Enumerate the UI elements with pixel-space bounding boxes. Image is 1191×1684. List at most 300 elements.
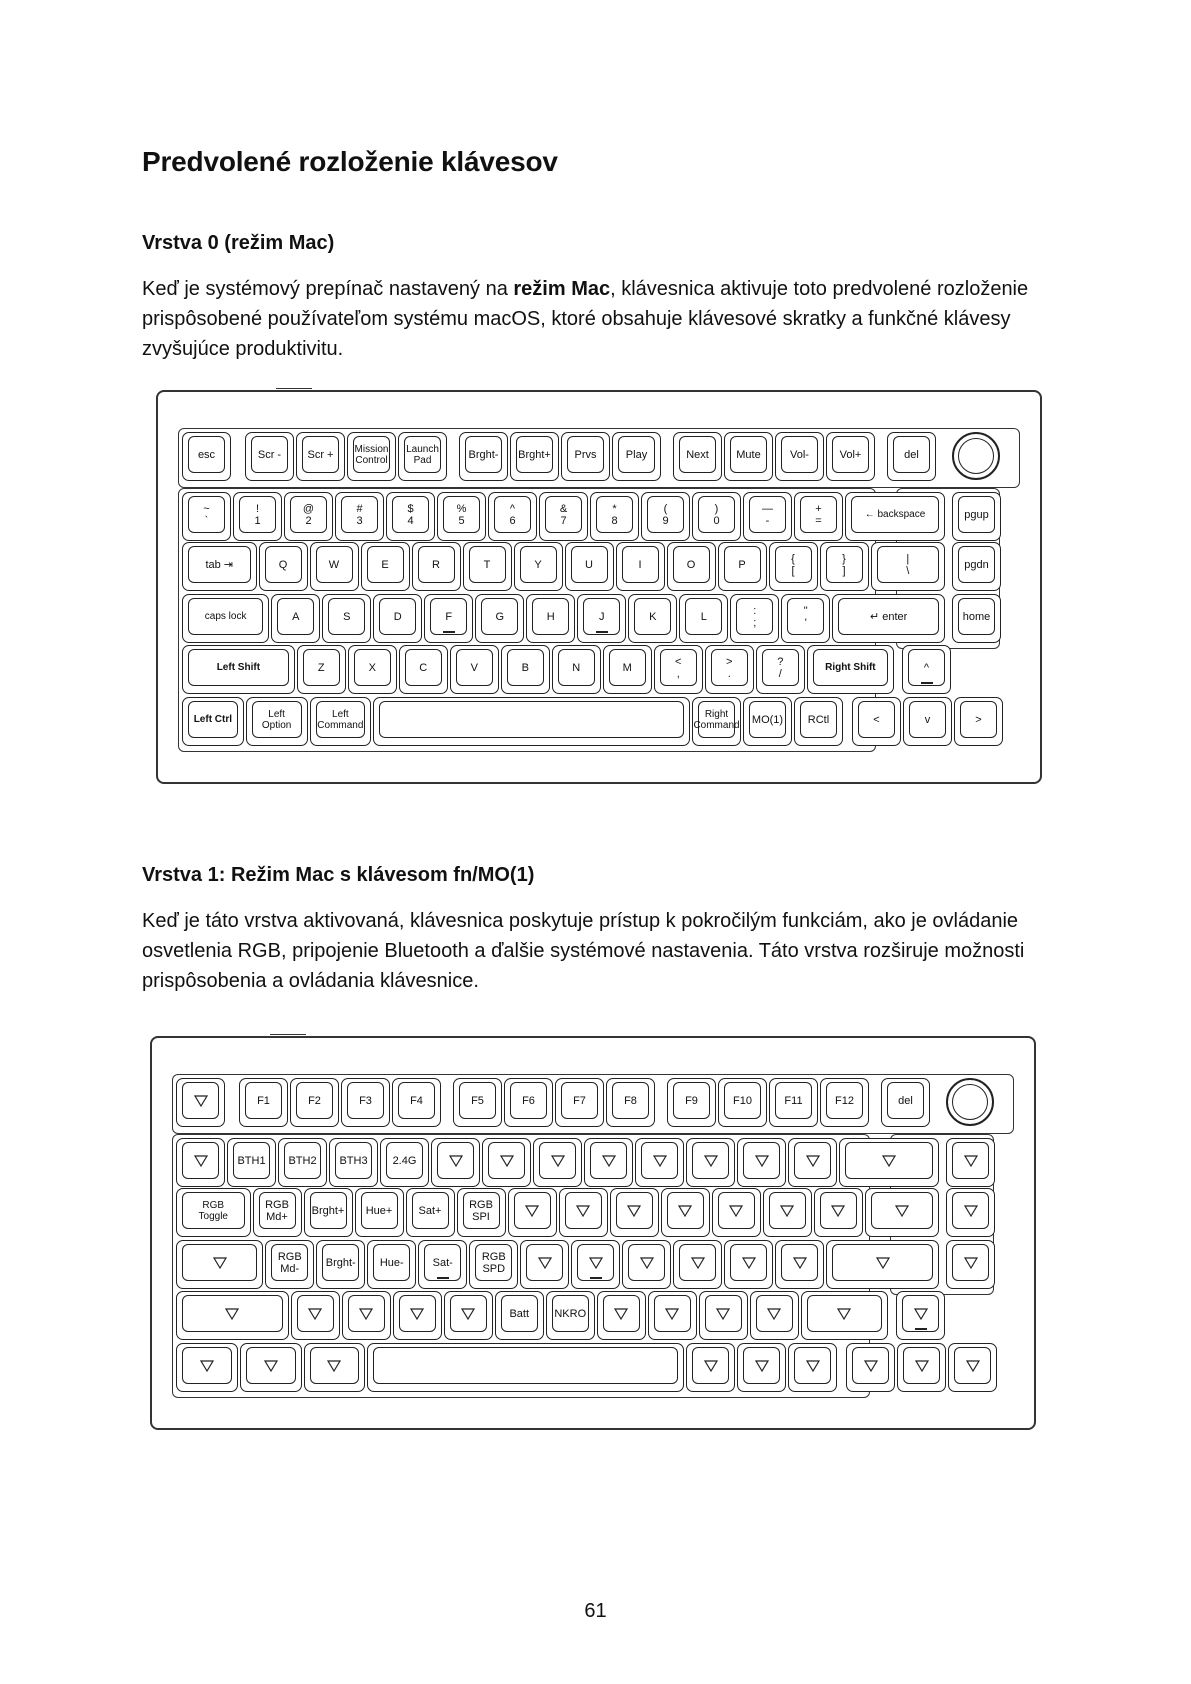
key-label: >: [975, 713, 982, 726]
key-layer0-r0-12: [826, 432, 875, 481]
key-layer1-r2-2: [304, 1188, 353, 1237]
transparent-key-icon: [589, 1257, 603, 1269]
key-label: Brght-: [468, 448, 499, 461]
key-label: Pad: [413, 454, 432, 466]
key-layer0-r3-12: [832, 594, 945, 643]
key-layer1-r4-0: [176, 1291, 289, 1340]
key-label: F11: [784, 1094, 803, 1107]
key-layer1-r2-6: [508, 1188, 557, 1237]
key-layer0-r1-12: [794, 492, 843, 541]
key-label: 2: [305, 514, 312, 527]
layer1-paragraph: [142, 906, 1062, 996]
key-label: *: [612, 502, 617, 515]
key-layer1-r4-8: [648, 1291, 697, 1340]
key-label: [: [791, 564, 795, 577]
transparent-key-icon: [691, 1257, 705, 1269]
key-layer0-r3-5: [475, 594, 524, 643]
transparent-key-icon: [755, 1360, 769, 1372]
transparent-key-icon: [915, 1360, 929, 1372]
key-layer0-r0-1: [245, 432, 294, 481]
key-label: 0: [713, 514, 720, 527]
key-layer0-r0-7: [561, 432, 610, 481]
key-layer0-r5-0: [182, 697, 244, 746]
rotary-knob: [946, 1078, 994, 1126]
key-layer1-r3-3: [367, 1240, 416, 1289]
key-layer0-r0-10: [724, 432, 773, 481]
key-label: ^: [509, 502, 516, 515]
key-layer1-r3-5: [469, 1240, 518, 1289]
key-label: NKRO: [554, 1307, 587, 1320]
key-layer1-r3-6: [520, 1240, 569, 1289]
key-layer1-r5-7: [846, 1343, 895, 1392]
key-label: ;: [753, 616, 757, 629]
key-layer1-r1-14: [946, 1138, 995, 1187]
key-label: X: [368, 661, 376, 674]
key-label: ]: [842, 564, 846, 577]
transparent-key-icon: [729, 1205, 743, 1217]
transparent-key-icon: [525, 1205, 539, 1217]
key-layer0-r4-7: [603, 645, 652, 694]
layer0-para-line-1: Keď je systémový prepínač nastavený na režim Mac, klávesnica aktivuje toto predvolené rozloženie: [142, 278, 1029, 300]
key-label: SPD: [482, 1262, 506, 1275]
key-label: ↵ enter: [869, 610, 908, 623]
key-label: 9: [662, 514, 669, 527]
key-layer0-r0-0: [182, 432, 231, 481]
key-label: Prvs: [574, 448, 597, 461]
key-label: ): [714, 502, 719, 515]
key-layer0-r2-1: [259, 542, 308, 591]
key-label: -: [765, 514, 770, 527]
transparent-key-icon: [964, 1257, 978, 1269]
key-label: |: [906, 552, 910, 565]
key-layer0-r2-10: [718, 542, 767, 591]
key-layer0-r2-9: [667, 542, 716, 591]
key-layer0-r0-2: [296, 432, 345, 481]
key-label: F: [445, 610, 453, 623]
key-label: ~: [203, 502, 210, 515]
transparent-key-icon: [627, 1205, 641, 1217]
key-label: MO(1): [751, 713, 784, 726]
key-label: 3: [356, 514, 363, 527]
transparent-key-icon: [614, 1308, 628, 1320]
homing-bump: [596, 631, 608, 633]
key-layer1-r0-12: [820, 1078, 869, 1127]
key-layer1-r5-9: [948, 1343, 997, 1392]
key-layer0-r0-5: [459, 432, 508, 481]
key-layer1-r3-10: [724, 1240, 773, 1289]
key-layer0-r2-11: [769, 542, 818, 591]
transparent-key-icon: [864, 1360, 878, 1372]
key-label: $: [407, 502, 414, 515]
layer0-heading: Vrstva 0 (režim Mac): [142, 232, 335, 254]
transparent-key-icon: [716, 1308, 730, 1320]
key-label: P: [738, 558, 746, 571]
key-label: <: [675, 655, 682, 668]
key-label: I: [638, 558, 642, 571]
key-layer1-r3-0: [176, 1240, 263, 1289]
key-label: Md+: [266, 1210, 288, 1223]
key-layer1-r5-5: [737, 1343, 786, 1392]
key-layer0-r2-13: [871, 542, 946, 591]
key-label: H: [546, 610, 555, 623]
key-label: Left Ctrl: [193, 714, 233, 725]
key-layer0-r1-6: [488, 492, 537, 541]
layer1-para-line-1: Keď je táto vrstva aktivovaná, klávesnica poskytuje prístup k pokročilým funkciám, ako je ovládanie: [142, 910, 1019, 932]
key-layer0-r1-2: [284, 492, 333, 541]
key-layer1-r3-11: [775, 1240, 824, 1289]
key-layer0-r5-7: [852, 697, 901, 746]
key-label: RGB: [265, 1198, 289, 1211]
keyboard-diagram-layer0: [156, 390, 1042, 784]
transparent-key-icon: [200, 1360, 214, 1372]
key-label: \: [906, 564, 910, 577]
key-label: F9: [685, 1094, 698, 1107]
key-label: D: [393, 610, 402, 623]
transparent-key-icon: [793, 1257, 807, 1269]
transparent-key-icon: [704, 1360, 718, 1372]
key-layer0-r3-6: [526, 594, 575, 643]
key-layer1-r0-2: [290, 1078, 339, 1127]
transparent-key-icon: [831, 1205, 845, 1217]
transparent-key-icon: [264, 1360, 278, 1372]
key-label: S: [343, 610, 351, 623]
transparent-key-icon: [742, 1257, 756, 1269]
key-layer0-r4-2: [348, 645, 397, 694]
key-layer0-r3-8: [628, 594, 677, 643]
key-layer1-r5-1: [240, 1343, 302, 1392]
transparent-key-icon: [964, 1155, 978, 1167]
transparent-key-icon: [806, 1360, 820, 1372]
key-label: RGB: [202, 1199, 225, 1211]
key-label: F4: [410, 1094, 423, 1107]
keyboard-diagram-layer1: [150, 1036, 1036, 1430]
transparent-key-icon: [665, 1308, 679, 1320]
key-label: Batt: [509, 1307, 530, 1320]
key-label: home: [962, 610, 991, 623]
key-label: ': [804, 616, 807, 629]
key-label: L: [700, 610, 707, 623]
key-layer1-r3-1: [265, 1240, 314, 1289]
transparent-key-icon: [678, 1205, 692, 1217]
key-layer1-r4-4: [444, 1291, 493, 1340]
key-label: Mute: [736, 448, 761, 461]
key-label: ?: [777, 655, 784, 668]
key-layer0-r5-1: [246, 697, 308, 746]
transparent-key-icon: [704, 1155, 718, 1167]
key-label: Scr +: [307, 448, 334, 461]
key-layer0-r2-12: [820, 542, 869, 591]
key-layer1-r1-11: [737, 1138, 786, 1187]
key-layer1-r1-12: [788, 1138, 837, 1187]
key-label: Vol-: [790, 448, 809, 461]
key-layer1-r4-7: [597, 1291, 646, 1340]
key-label: F12: [835, 1094, 854, 1107]
key-layer1-r2-3: [355, 1188, 404, 1237]
key-label: T: [483, 558, 491, 571]
key-layer0-r3-7: [577, 594, 626, 643]
key-layer0-r1-10: [692, 492, 741, 541]
key-label: >: [726, 655, 733, 668]
key-layer1-r4-1: [291, 1291, 340, 1340]
key-layer1-r0-6: [504, 1078, 553, 1127]
homing-bump: [437, 1277, 449, 1279]
key-layer0-r2-7: [565, 542, 614, 591]
key-layer1-r2-5: [457, 1188, 506, 1237]
key-label: Sat+: [418, 1204, 442, 1217]
key-label: &: [559, 502, 568, 515]
key-label: Launch: [406, 443, 439, 455]
key-layer0-r1-9: [641, 492, 690, 541]
key-layer1-r1-5: [431, 1138, 480, 1187]
transparent-key-icon: [449, 1155, 463, 1167]
key-layer1-r1-7: [533, 1138, 582, 1187]
key-layer0-r1-13: [845, 492, 945, 541]
key-label: Hue+: [365, 1204, 393, 1217]
transparent-key-icon: [327, 1360, 341, 1372]
key-layer1-r2-14: [946, 1188, 995, 1237]
key-label: @: [302, 502, 315, 515]
homing-bump: [921, 682, 933, 684]
transparent-key-icon: [461, 1308, 475, 1320]
key-layer0-r5-4: [692, 697, 741, 746]
key-layer0-r0-3: [347, 432, 396, 481]
key-label: 1: [254, 514, 261, 527]
key-layer0-r5-9: [954, 697, 1003, 746]
transparent-key-icon: [194, 1095, 208, 1107]
transparent-key-icon: [806, 1155, 820, 1167]
key-layer1-r5-3: [367, 1343, 684, 1392]
transparent-key-icon: [410, 1308, 424, 1320]
key-label: Brght-: [325, 1256, 356, 1269]
key-label: Z: [317, 661, 325, 674]
key-label: }: [842, 552, 846, 565]
transparent-key-icon: [225, 1308, 239, 1320]
transparent-key-icon: [538, 1257, 552, 1269]
key-label: :: [753, 604, 757, 617]
layer0-paragraph: [142, 274, 1062, 364]
key-layer0-r5-2: [310, 697, 372, 746]
key-layer1-r3-8: [622, 1240, 671, 1289]
key-layer0-r4-1: [297, 645, 346, 694]
key-label: F10: [733, 1094, 752, 1107]
key-layer0-r3-1: [271, 594, 320, 643]
key-layer1-r5-4: [686, 1343, 735, 1392]
layer0-para-line-2: prispôsobené používateľom systému macOS, ktoré obsahuje klávesové skratky a funkčné klávesy: [142, 308, 1011, 330]
key-layer0-r5-6: [794, 697, 843, 746]
key-label: Q: [278, 558, 288, 571]
key-label: K: [649, 610, 657, 623]
key-layer0-r1-0: [182, 492, 231, 541]
key-layer1-r2-7: [559, 1188, 608, 1237]
key-layer0-r3-13: [952, 594, 1001, 643]
transparent-key-icon: [780, 1205, 794, 1217]
key-layer0-r1-8: [590, 492, 639, 541]
key-label: F6: [522, 1094, 535, 1107]
key-label: V: [470, 661, 478, 674]
layer1-para-line-3: prispôsobenia a ovládania klávesnice.: [142, 970, 479, 992]
key-layer1-r3-7: [571, 1240, 620, 1289]
key-label: R: [432, 558, 440, 571]
key-layer0-r2-14: [952, 542, 1001, 591]
key-layer1-r2-8: [610, 1188, 659, 1237]
key-label: C: [419, 661, 428, 674]
key-label: Next: [686, 448, 709, 461]
key-layer1-r1-13: [839, 1138, 939, 1187]
key-layer0-r3-0: [182, 594, 269, 643]
key-layer1-r0-9: [667, 1078, 716, 1127]
key-label: F5: [471, 1094, 484, 1107]
key-layer1-r2-10: [712, 1188, 761, 1237]
transparent-key-icon: [576, 1205, 590, 1217]
key-layer1-r1-1: [227, 1138, 276, 1187]
key-label: F3: [359, 1094, 372, 1107]
key-layer0-r4-11: [807, 645, 894, 694]
key-layer0-r2-0: [182, 542, 257, 591]
key-label: Sat-: [432, 1256, 453, 1269]
key-layer1-r1-2: [278, 1138, 327, 1187]
key-layer1-r4-11: [801, 1291, 888, 1340]
key-layer1-r4-9: [699, 1291, 748, 1340]
key-label: RGB: [481, 1250, 506, 1263]
key-layer0-r0-4: [398, 432, 447, 481]
key-layer1-r5-8: [897, 1343, 946, 1392]
key-label: Md-: [280, 1262, 300, 1275]
key-label: v: [924, 713, 931, 726]
key-label: 4: [407, 514, 414, 527]
key-layer0-r1-11: [743, 492, 792, 541]
key-layer1-r0-7: [555, 1078, 604, 1127]
key-label: F8: [624, 1094, 637, 1107]
key-layer1-r1-8: [584, 1138, 633, 1187]
key-layer1-r2-0: [176, 1188, 251, 1237]
key-layer0-r4-5: [501, 645, 550, 694]
key-label: —: [762, 502, 773, 515]
key-layer1-r0-0: [176, 1078, 225, 1127]
key-layer1-r0-13: [881, 1078, 930, 1127]
key-label: `: [204, 514, 209, 527]
key-layer1-r5-2: [304, 1343, 366, 1392]
key-layer0-r1-14: [952, 492, 1001, 541]
key-layer0-r4-10: [756, 645, 805, 694]
key-label: RGB: [469, 1198, 493, 1211]
key-layer0-r0-6: [510, 432, 559, 481]
key-layer0-r1-5: [437, 492, 486, 541]
rotary-knob: [952, 432, 1000, 480]
key-label: N: [572, 661, 581, 674]
key-layer0-r4-6: [552, 645, 601, 694]
transparent-key-icon: [653, 1155, 667, 1167]
key-label: <: [873, 713, 880, 726]
homing-bump: [915, 1328, 927, 1330]
layer1-heading: Vrstva 1: Režim Mac s klávesom fn/MO(1): [142, 864, 535, 886]
key-label: Toggle: [198, 1210, 228, 1222]
key-label: Right: [704, 708, 729, 720]
key-label: 8: [611, 514, 618, 527]
key-layer1-r1-0: [176, 1138, 225, 1187]
key-layer0-r5-8: [903, 697, 952, 746]
transparent-key-icon: [837, 1308, 851, 1320]
key-layer0-r5-3: [373, 697, 690, 746]
key-label: F2: [308, 1094, 321, 1107]
key-label: M: [622, 661, 632, 674]
key-layer1-r1-6: [482, 1138, 531, 1187]
key-label: BTH1: [237, 1154, 266, 1167]
transparent-key-icon: [966, 1360, 980, 1372]
key-layer1-r2-11: [763, 1188, 812, 1237]
key-layer1-r2-13: [865, 1188, 940, 1237]
key-layer0-r3-11: [781, 594, 830, 643]
key-layer0-r2-2: [310, 542, 359, 591]
transparent-key-icon: [640, 1257, 654, 1269]
key-label: .: [727, 667, 731, 680]
key-label: Left: [268, 708, 285, 720]
key-label: {: [791, 552, 795, 565]
key-label: Play: [625, 448, 648, 461]
key-layer1-r2-4: [406, 1188, 455, 1237]
key-layer1-r4-3: [393, 1291, 442, 1340]
transparent-key-icon: [895, 1205, 909, 1217]
key-layer1-r1-10: [686, 1138, 735, 1187]
transparent-key-icon: [500, 1155, 514, 1167]
key-label: Right Shift: [825, 662, 876, 673]
key-label: RCtl: [807, 713, 830, 726]
key-label: /: [778, 667, 782, 680]
key-label: B: [521, 661, 529, 674]
layer1-para-line-2: osvetlenia RGB, pripojenie Bluetooth a ďalšie systémové nastavenia. Táto vrstva rozširuje možnosti: [142, 940, 1025, 962]
key-label: G: [495, 610, 505, 623]
key-layer1-r3-2: [316, 1240, 365, 1289]
key-layer1-r2-1: [253, 1188, 302, 1237]
key-layer0-r2-4: [412, 542, 461, 591]
key-label: Option: [261, 719, 292, 731]
key-layer0-r0-9: [673, 432, 722, 481]
key-label: F7: [573, 1094, 586, 1107]
key-label: BTH3: [339, 1154, 368, 1167]
key-label: del: [898, 1094, 913, 1107]
transparent-key-icon: [308, 1308, 322, 1320]
key-layer0-r0-11: [775, 432, 824, 481]
key-layer0-r4-4: [450, 645, 499, 694]
transparent-key-icon: [964, 1205, 978, 1217]
key-layer1-r2-9: [661, 1188, 710, 1237]
key-layer0-r4-9: [705, 645, 754, 694]
key-layer0-r3-2: [322, 594, 371, 643]
key-label: Brght+: [311, 1204, 345, 1217]
homing-bump: [443, 631, 455, 633]
key-layer0-r2-8: [616, 542, 665, 591]
key-label: BTH2: [288, 1154, 317, 1167]
key-label: Y: [534, 558, 542, 571]
key-label: 6: [509, 514, 516, 527]
page-number: 61: [584, 1600, 607, 1622]
key-label: Vol+: [839, 448, 862, 461]
key-layer0-r3-3: [373, 594, 422, 643]
key-layer0-r1-7: [539, 492, 588, 541]
key-label: U: [585, 558, 593, 571]
key-label: Hue-: [379, 1256, 404, 1269]
key-label: !: [255, 502, 260, 515]
key-layer1-r1-9: [635, 1138, 684, 1187]
key-layer1-r1-4: [380, 1138, 429, 1187]
key-layer0-r5-5: [743, 697, 792, 746]
key-label: pgup: [964, 508, 989, 521]
key-layer1-r0-4: [392, 1078, 441, 1127]
key-label: =: [815, 514, 822, 527]
key-layer0-r1-1: [233, 492, 282, 541]
transparent-key-icon: [914, 1308, 928, 1320]
key-label: Command: [317, 719, 364, 731]
key-label: Brght+: [518, 448, 551, 461]
